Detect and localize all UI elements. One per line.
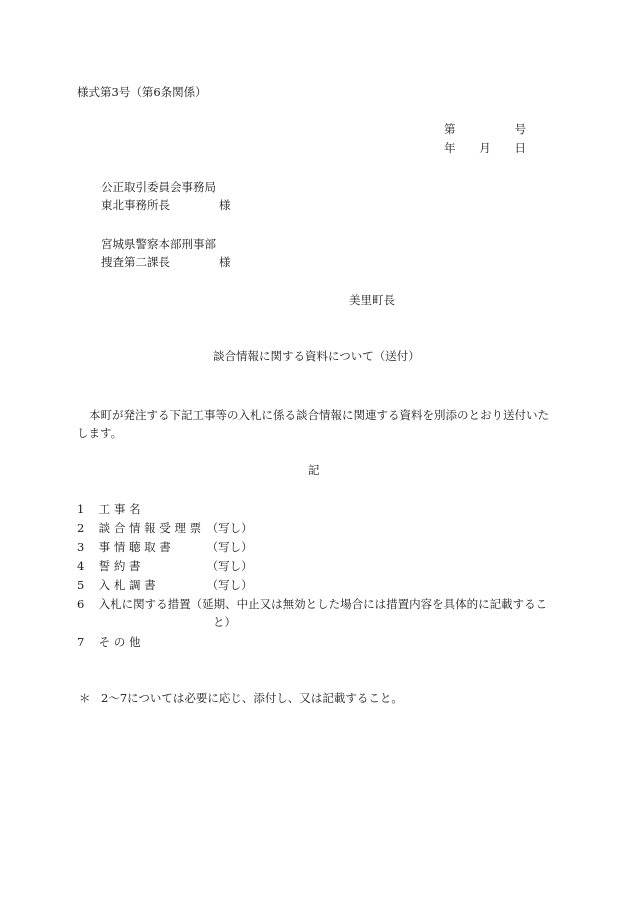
item-label <box>99 538 207 556</box>
item-char: 約 <box>113 559 126 573</box>
item-suffix: （写し） <box>206 578 253 592</box>
item-char: 理 <box>174 521 186 535</box>
body-paragraph: 本町が発注する下記工事等の入札に係る談合情報に関連する資料を別添のとおり送付いたします。 <box>77 408 549 440</box>
item-char: 事 <box>98 540 111 554</box>
sender: 美里町長 <box>349 293 395 307</box>
date-month: 月 <box>479 141 491 155</box>
list-item-5 <box>77 576 253 594</box>
doc-number-prefix: 第 <box>444 122 456 136</box>
note-mark: ＊ <box>79 691 91 705</box>
item-number: 4 <box>77 559 85 573</box>
item-char: 談 <box>98 521 111 535</box>
item-label <box>99 633 191 651</box>
item-char: の <box>113 635 126 649</box>
item-number: 3 <box>77 540 85 554</box>
item-char: 札 <box>113 578 126 592</box>
addressee-2-honorific: 様 <box>219 255 231 269</box>
item-char: 聴 <box>128 540 141 554</box>
note-text: 2～7については必要に応じ、添付し、又は記載すること。 <box>101 691 403 705</box>
document-number <box>444 121 526 137</box>
item-char: 入 <box>98 578 111 592</box>
item-label <box>99 500 209 518</box>
item-suffix: （写し） <box>206 521 253 535</box>
list-item-6-continuation: と） <box>213 615 236 629</box>
date-day: 日 <box>514 141 526 155</box>
list-item-4 <box>77 557 253 575</box>
item-suffix: （写し） <box>206 540 253 554</box>
item-char: 取 <box>144 540 156 554</box>
document-date <box>444 140 526 156</box>
item-char: 事 <box>113 502 126 516</box>
item-char: 報 <box>144 521 156 535</box>
item-number: 5 <box>77 578 85 592</box>
item-label: 入札に関する措置（延期、中止又は無効とした場合には措置内容を具体的に記載するこ <box>98 597 548 611</box>
item-char: 書 <box>128 559 141 573</box>
subject-title: 談合情報に関する資料について（送付） <box>213 349 420 363</box>
ki-heading: 記 <box>308 463 320 477</box>
addressee-1-org: 公正取引委員会事務局 <box>101 180 216 194</box>
list-item-1 <box>77 500 209 518</box>
item-char: 調 <box>128 578 141 592</box>
item-label <box>99 519 207 537</box>
addressee-2-org: 宮城県警察本部刑事部 <box>101 237 216 251</box>
addressee-2-title: 捜査第二課長 <box>101 255 170 269</box>
addressee-1-honorific: 様 <box>219 198 231 212</box>
item-number: 7 <box>77 635 85 649</box>
item-label <box>99 557 207 575</box>
item-char: 合 <box>113 521 126 535</box>
addressee-1-title: 東北事務所長 <box>101 198 170 212</box>
item-char: 工 <box>98 502 111 516</box>
item-char: 誓 <box>98 559 111 573</box>
item-char: 情 <box>128 521 141 535</box>
item-char: 書 <box>159 540 171 554</box>
item-char: 名 <box>128 502 141 516</box>
item-number: 1 <box>77 502 85 516</box>
item-char: 書 <box>144 578 156 592</box>
list-item-7 <box>77 633 191 651</box>
doc-number-suffix: 号 <box>514 122 526 136</box>
item-char: 受 <box>159 521 171 535</box>
item-number: 2 <box>77 521 85 535</box>
form-number: 様式第3号（第6条関係） <box>77 85 207 99</box>
item-char: 票 <box>189 521 202 535</box>
date-year: 年 <box>444 141 456 155</box>
item-label <box>99 576 207 594</box>
item-char: そ <box>98 635 111 649</box>
item-number: 6 <box>77 597 85 611</box>
list-item-3 <box>77 538 253 556</box>
list-item-2 <box>77 519 253 537</box>
item-char: 他 <box>128 635 141 649</box>
item-char: 情 <box>113 540 126 554</box>
list-item-6 <box>77 595 547 613</box>
item-suffix: （写し） <box>206 559 253 573</box>
